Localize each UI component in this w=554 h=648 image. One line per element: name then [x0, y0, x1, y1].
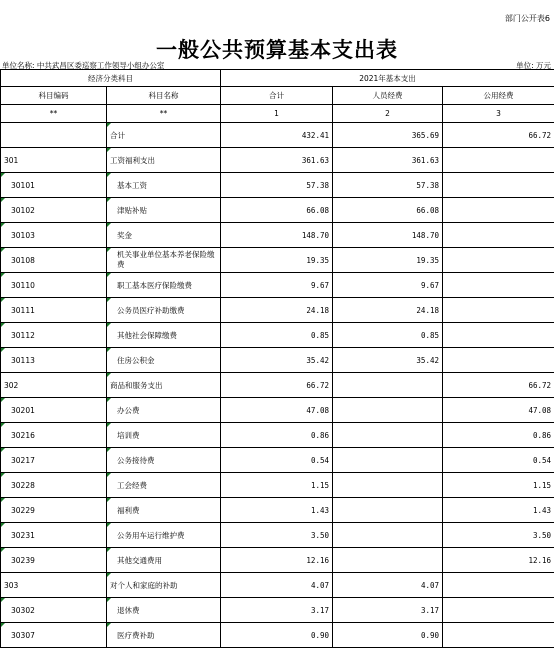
- row-code: 30307: [1, 623, 107, 648]
- unit-name-label: 单位名称: 中共武昌区委巡察工作领导小组办公室: [2, 60, 164, 71]
- row-code: 30239: [1, 548, 107, 573]
- table-row: [1, 573, 554, 598]
- table-row: [1, 623, 554, 648]
- row-personnel: [333, 373, 443, 398]
- row-name: 工会经费: [107, 473, 221, 498]
- row-total: 361.63: [221, 148, 333, 173]
- row-personnel: [333, 498, 443, 523]
- header-economic-classification: 经济分类科目: [1, 70, 221, 87]
- row-public: [443, 298, 554, 323]
- table-row: [1, 173, 554, 198]
- row-personnel: [333, 473, 443, 498]
- row-code: 30231: [1, 523, 107, 548]
- table-row: [1, 398, 554, 423]
- row-code: [1, 123, 107, 148]
- row-total: 66.08: [221, 198, 333, 223]
- table-row: [1, 523, 554, 548]
- row-code: 30228: [1, 473, 107, 498]
- row-code: 30101: [1, 173, 107, 198]
- row-public: [443, 148, 554, 173]
- row-public: 3.50: [443, 523, 554, 548]
- budget-table: [0, 69, 554, 648]
- row-total: 148.70: [221, 223, 333, 248]
- row-total: 47.08: [221, 398, 333, 423]
- row-total: 0.85: [221, 323, 333, 348]
- row-name: 公务员医疗补助缴费: [107, 298, 221, 323]
- row-total: 35.42: [221, 348, 333, 373]
- row-name: 工资福利支出: [107, 148, 221, 173]
- table-row: [1, 448, 554, 473]
- row-code: 30102: [1, 198, 107, 223]
- row-personnel: [333, 423, 443, 448]
- row-code: 30108: [1, 248, 107, 273]
- row-code: 30216: [1, 423, 107, 448]
- row-personnel: 9.67: [333, 273, 443, 298]
- row-personnel: [333, 523, 443, 548]
- row-total: 1.43: [221, 498, 333, 523]
- marker-personnel: 2: [333, 105, 443, 123]
- row-total: 0.90: [221, 623, 333, 648]
- row-total: 24.18: [221, 298, 333, 323]
- row-public: 0.54: [443, 448, 554, 473]
- table-row: [1, 248, 554, 273]
- table-row: [1, 423, 554, 448]
- header-public: 公用经费: [443, 87, 554, 105]
- row-personnel: 0.90: [333, 623, 443, 648]
- row-code: 30229: [1, 498, 107, 523]
- row-personnel: 19.35: [333, 248, 443, 273]
- row-total: 57.38: [221, 173, 333, 198]
- row-personnel: 35.42: [333, 348, 443, 373]
- row-total: 0.54: [221, 448, 333, 473]
- table-row: [1, 223, 554, 248]
- row-code: 301: [1, 148, 107, 173]
- row-total: 0.86: [221, 423, 333, 448]
- row-public: [443, 323, 554, 348]
- row-personnel: 66.08: [333, 198, 443, 223]
- page-title: 一般公共预算基本支出表: [0, 34, 554, 64]
- table-row: [1, 273, 554, 298]
- header-personnel: 人员经费: [333, 87, 443, 105]
- marker-public: 3: [443, 105, 554, 123]
- header-2021-basic-expenditure: 2021年基本支出: [221, 70, 554, 87]
- row-total: 3.50: [221, 523, 333, 548]
- row-personnel: 148.70: [333, 223, 443, 248]
- row-code: 30302: [1, 598, 107, 623]
- row-personnel: [333, 398, 443, 423]
- row-total: 12.16: [221, 548, 333, 573]
- row-public: 66.72: [443, 373, 554, 398]
- row-personnel: 24.18: [333, 298, 443, 323]
- row-public: 1.43: [443, 498, 554, 523]
- row-public: 47.08: [443, 398, 554, 423]
- table-row: [1, 298, 554, 323]
- row-name: 机关事业单位基本养老保险缴费: [107, 248, 221, 273]
- row-personnel: [333, 448, 443, 473]
- row-name: 商品和服务支出: [107, 373, 221, 398]
- row-total: 3.17: [221, 598, 333, 623]
- row-name: 合计: [107, 123, 221, 148]
- row-code: 302: [1, 373, 107, 398]
- row-code: 30217: [1, 448, 107, 473]
- row-total: 432.41: [221, 123, 333, 148]
- row-total: 66.72: [221, 373, 333, 398]
- table-row: [1, 198, 554, 223]
- row-name: 办公费: [107, 398, 221, 423]
- table-row: [1, 473, 554, 498]
- row-personnel: 4.07: [333, 573, 443, 598]
- row-name: 奖金: [107, 223, 221, 248]
- header-code: 科目编码: [1, 87, 107, 105]
- row-total: 4.07: [221, 573, 333, 598]
- table-row: [1, 123, 554, 148]
- row-public: [443, 173, 554, 198]
- row-name: 其他社会保障缴费: [107, 323, 221, 348]
- row-code: 30201: [1, 398, 107, 423]
- marker-code: **: [1, 105, 107, 123]
- table-row: [1, 148, 554, 173]
- row-public: 1.15: [443, 473, 554, 498]
- unit-label: 单位: 万元: [516, 60, 551, 71]
- row-public: [443, 223, 554, 248]
- row-public: [443, 248, 554, 273]
- row-code: 30110: [1, 273, 107, 298]
- header-name: 科目名称: [107, 87, 221, 105]
- row-name: 退休费: [107, 598, 221, 623]
- form-number: 部门公开表6: [505, 13, 550, 24]
- row-personnel: 365.69: [333, 123, 443, 148]
- row-name: 公务接待费: [107, 448, 221, 473]
- row-public: [443, 273, 554, 298]
- table-row: [1, 323, 554, 348]
- row-personnel: 57.38: [333, 173, 443, 198]
- row-name: 培训费: [107, 423, 221, 448]
- row-public: 66.72: [443, 123, 554, 148]
- row-personnel: 0.85: [333, 323, 443, 348]
- table-row: [1, 598, 554, 623]
- row-public: 0.86: [443, 423, 554, 448]
- row-public: [443, 198, 554, 223]
- row-code: 30111: [1, 298, 107, 323]
- row-name: 对个人和家庭的补助: [107, 573, 221, 598]
- row-personnel: [333, 548, 443, 573]
- table-row: [1, 498, 554, 523]
- row-personnel: 3.17: [333, 598, 443, 623]
- row-public: [443, 348, 554, 373]
- header-total: 合计: [221, 87, 333, 105]
- row-name: 基本工资: [107, 173, 221, 198]
- row-code: 30112: [1, 323, 107, 348]
- row-name: 住房公积金: [107, 348, 221, 373]
- row-name: 职工基本医疗保险缴费: [107, 273, 221, 298]
- table-row: [1, 348, 554, 373]
- row-name: 公务用车运行维护费: [107, 523, 221, 548]
- row-personnel: 361.63: [333, 148, 443, 173]
- row-total: 1.15: [221, 473, 333, 498]
- table-row: [1, 548, 554, 573]
- row-total: 9.67: [221, 273, 333, 298]
- row-name: 福利费: [107, 498, 221, 523]
- row-total: 19.35: [221, 248, 333, 273]
- marker-total: 1: [221, 105, 333, 123]
- row-code: 30113: [1, 348, 107, 373]
- row-name: 津贴补贴: [107, 198, 221, 223]
- row-public: [443, 598, 554, 623]
- row-public: 12.16: [443, 548, 554, 573]
- row-name: 医疗费补助: [107, 623, 221, 648]
- row-code: 303: [1, 573, 107, 598]
- row-name: 其他交通费用: [107, 548, 221, 573]
- table-row: [1, 373, 554, 398]
- row-public: [443, 573, 554, 598]
- marker-name: **: [107, 105, 221, 123]
- row-code: 30103: [1, 223, 107, 248]
- row-public: [443, 623, 554, 648]
